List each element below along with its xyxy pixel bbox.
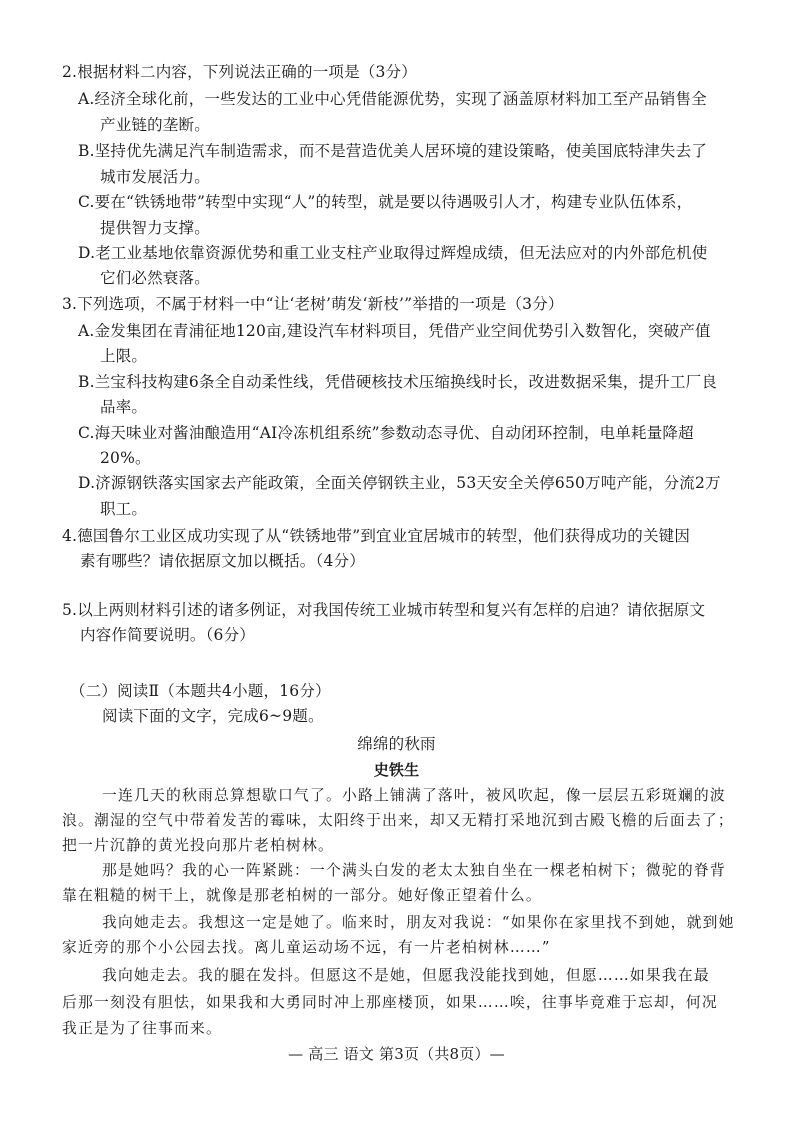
question-4-line-1: 4.德国鲁尔工业区成功实现了从“铁锈地带”到宜业宜居城市的转型，他们获得成功的关键因 bbox=[62, 527, 691, 545]
question-5-line-1: 5.以上两则材料引述的诸多例证，对我国传统工业城市转型和复兴有怎样的启迪？请依据原文 bbox=[62, 601, 706, 619]
section-instruction: 阅读下面的文字，完成6~9题。 bbox=[102, 707, 324, 725]
page-footer: — 高三 语文 第3页（共8页）— bbox=[288, 1045, 505, 1063]
question-2-option-a-cont: 产业链的垄断。 bbox=[100, 116, 210, 134]
section-heading: （二）阅读Ⅱ（本题共4小题，16分） bbox=[70, 682, 331, 700]
question-4-line-2: 素有哪些？请依据原文加以概括。（4分） bbox=[80, 552, 365, 570]
question-3-option-c: C.海天味业对酱油酿造用“AI冷冻机组系统”参数动态寻优、自动闭环控制，电单耗量降超 bbox=[78, 424, 694, 442]
article-author: 史铁生 bbox=[373, 761, 420, 779]
question-2-option-a: A.经济全球化前，一些发达的工业中心凭借能源优势，实现了涵盖原材料加工至产品销售全 bbox=[78, 90, 707, 108]
paragraph-2-line-2: 靠在粗糙的树干上，就像是那老柏树的一部分。她好像正望着什么。 bbox=[62, 887, 542, 904]
question-3-option-b: B.兰宝科技构建6条全自动柔性线，凭借硬核技术压缩换线时长，改进数据采集，提升工厂良 bbox=[78, 373, 718, 391]
paragraph-1-line-1: 一连几天的秋雨总算想歇口气了。小路上铺满了落叶，被风吹起，像一层层五彩斑斓的波 bbox=[102, 787, 726, 804]
paragraph-2-line-1: 那是她吗？我的心一阵紧跳：一个满头白发的老太太独自坐在一棵老柏树下；微驼的脊背 bbox=[102, 862, 726, 879]
question-5-line-2: 内容作简要说明。（6分） bbox=[80, 626, 256, 644]
question-2-option-b-cont: 城市发展活力。 bbox=[100, 168, 210, 186]
question-2-stem: 2.根据材料二内容，下列说法正确的一项是（3分） bbox=[62, 63, 417, 81]
paragraph-1-line-2: 浪。潮湿的空气中带着发苦的霉味，太阳终于出来，却又无精打采地沉到古殿飞檐的后面去了； bbox=[62, 812, 734, 829]
question-3-option-a: A.金发集团在青浦征地120亩,建设汽车材料项目，凭借产业空间优势引入数智化，突破产值 bbox=[78, 322, 711, 340]
paragraph-3-line-2: 家近旁的那个小公园去找。离儿童运动场不远，有一片老柏树林……” bbox=[62, 939, 551, 956]
question-2-option-b: B.坚持优先满足汽车制造需求，而不是营造优美人居环境的建设策略，使美国底特津失去了 bbox=[78, 142, 708, 160]
paragraph-3-line-1: 我向她走去。我想这一定是她了。临来时，朋友对我说：“如果你在家里找不到她，就到她 bbox=[102, 914, 735, 931]
article-title: 绵绵的秋雨 bbox=[357, 735, 436, 753]
question-2-option-d-cont: 它们必然衰落。 bbox=[100, 269, 210, 287]
paragraph-4-line-1: 我向她走去。我的腿在发抖。但愿这不是她，但愿我没能找到她，但愿……如果我在最 bbox=[102, 967, 710, 984]
question-3-option-a-cont: 上限。 bbox=[100, 347, 148, 365]
question-3-option-d: D.济源钢铁落实国家去产能政策，全面关停钢铁主业，53天安全关停650万吨产能，分流2万 bbox=[78, 474, 721, 492]
question-2-option-c: C.要在“铁锈地带”转型中实现“人”的转型，就是要以待遇吸引人才，构建专业队伍体系， bbox=[78, 193, 693, 211]
paragraph-1-line-3: 把一片沉静的黄光投向那片老柏树林。 bbox=[62, 837, 334, 854]
paragraph-4-line-3: 我正是为了往事而来。 bbox=[62, 1020, 222, 1037]
question-2-option-d: D.老工业基地依靠资源优势和重工业支柱产业取得过辉煌成绩，但无法应对的内外部危机使 bbox=[78, 244, 708, 262]
question-2-option-c-cont: 提供智力支撑。 bbox=[100, 219, 210, 237]
question-3-option-c-cont: 20%。 bbox=[100, 449, 151, 467]
question-3-option-b-cont: 品率。 bbox=[100, 398, 148, 416]
question-3-stem: 3.下列选项，不属于材料一中“让‘老树’萌发‘新枝’”举措的一项是（3分） bbox=[62, 295, 564, 313]
paragraph-4-line-2: 后那一刻没有胆怯，如果我和大勇同时冲上那座楼顶，如果……唉，往事毕竟难于忘却，何况 bbox=[62, 994, 718, 1011]
question-3-option-d-cont: 职工。 bbox=[100, 500, 148, 518]
